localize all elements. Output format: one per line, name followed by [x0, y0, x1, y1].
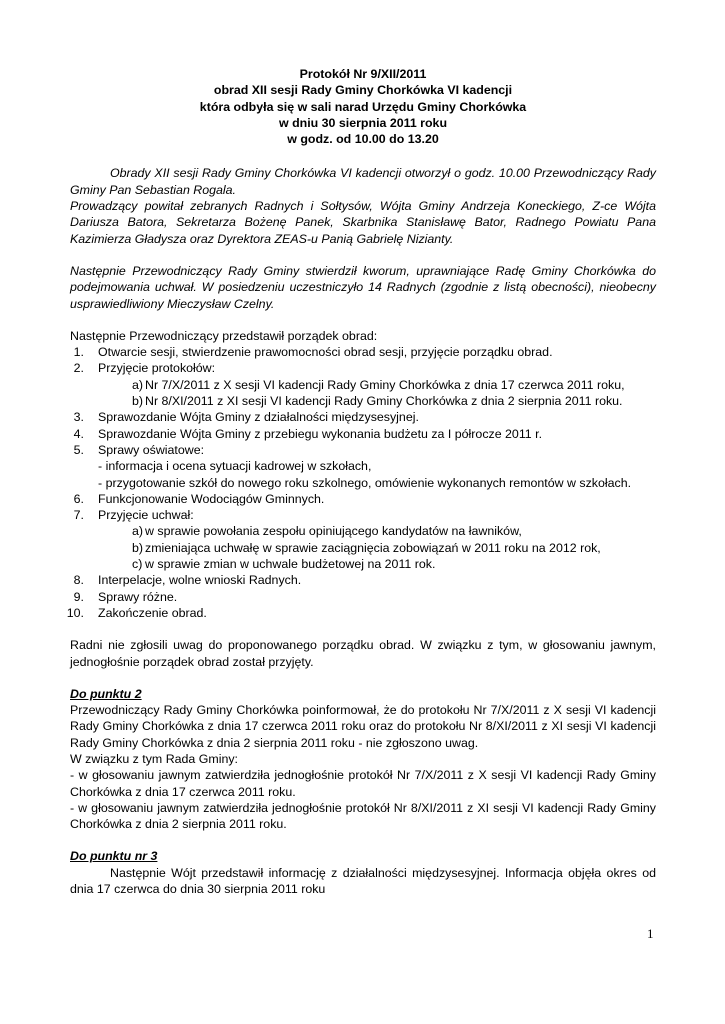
- protocol-title: Protokół Nr 9/XII/2011: [299, 67, 427, 81]
- agenda-item: 1. Otwarcie sesji, stwierdzenie prawomocności obrad sesji, przyjęcie porządku obrad.: [73, 345, 553, 360]
- agenda-list: [66, 344, 656, 621]
- agenda-intro: Następnie Przewodniczący przedstawił porządek obrad:: [70, 328, 378, 343]
- session-location: która odbyła się w sali narad Urzędu Gminy Chorkówka: [199, 99, 527, 114]
- point2-heading: Do punktu 2: [70, 686, 142, 701]
- agenda-item: 7. Przyjęcie uchwał:: [73, 508, 194, 523]
- intro-paragraph-greetings: Prowadzący powitał zebranych Radnych i Sołtysów, Wójta Gminy Andrzeja Koneckiego, Z-ce Wójta Dariusza Batora, Sekretarza Bożenę Panek, Skarbnika Stanisławę Bator, Radnego Powiatu Pana Kazimierza Gładysza oraz Dyrektora ZEAS-u Panią Gabrielę Nizianty.: [70, 199, 656, 246]
- point2-paragraph: - w głosowaniu jawnym zatwierdziła jednogłośnie protokół Nr 7/X/2011 z X sesji VI kadencji Rady Gminy Chorkówka z dnia 17 czerwca 2011 roku.: [70, 768, 656, 799]
- agenda-subitem-dash: - informacja i ocena sytuacji kadrowej w szkołach,: [98, 459, 372, 474]
- point2-paragraph: Przewodniczący Rady Gminy Chorkówka poinformował, że do protokołu Nr 7/X/2011 z X sesji VI kadencji Rady Gminy Chorkówka z dnia 17 czerwca 2011 roku oraz do protokołu Nr 8/XI/2011 z XI sesji VI kadencji Rady Gminy Chorkówka z dnia 2 sierpnia 2011 roku - nie zgłoszono uwag.: [70, 703, 656, 750]
- document-page: [66, 66, 656, 897]
- point3-heading: Do punktu nr 3: [70, 849, 158, 864]
- agenda-subitem: c) w sprawie zmian w uchwale budżetowej na 2011 rok.: [132, 557, 436, 572]
- agenda-subitem-dash: - przygotowanie szkół do nowego roku szkolnego, omówienie wykonanych remontów w szkołach.: [98, 475, 632, 490]
- intro-paragraph-quorum: Następnie Przewodniczący Rady Gminy stwierdził kworum, uprawniające Radę Gminy Chorkówka do podejmowania uchwał. W posiedzeniu uczestniczyło 14 Radnych (zgodnie z listą obecności), nieobecny usprawiedliwiony Mieczysław Czelny.: [70, 263, 656, 311]
- agenda-item: 5. Sprawy oświatowe:: [73, 442, 205, 457]
- agenda-item: 10. Zakończenie obrad.: [66, 605, 207, 620]
- point2-paragraph: W związku z tym Rada Gminy:: [70, 751, 238, 766]
- session-title: obrad XII sesji Rady Gminy Chorkówka VI kadencji: [213, 83, 513, 98]
- page-number: 1: [647, 926, 654, 941]
- point3-paragraph: Następnie Wójt przedstawił informację z działalności międzysesyjnej. Informacja objęła okres od dnia 17 czerwca do dnia 30 sierpnia 2011 roku: [70, 865, 656, 897]
- agenda-subitem: b) Nr 8/XI/2011 z XI sesji VI kadencji Rady Gminy Chorkówka z dnia 2 sierpnia 2011 roku.: [132, 394, 623, 409]
- point2-paragraph: - w głosowaniu jawnym zatwierdziła jednogłośnie protokół Nr 8/XI/2011 z XI sesji VI kadencji Rady Gminy Chorkówka z dnia 2 sierpnia 2011 roku.: [70, 800, 656, 832]
- document-header: [70, 66, 656, 147]
- intro-paragraph-opening: Obrady XII sesji Rady Gminy Chorkówka VI kadencji otworzył o godz. 10.00 Przewodniczący Rady Gminy Pan Sebastian Rogala.: [70, 166, 656, 197]
- agenda-subitem: a) w sprawie powołania zespołu opiniującego kandydatów na ławników,: [132, 524, 522, 539]
- agenda-item: 4. Sprawozdanie Wójta Gminy z przebiegu wykonania budżetu za I półrocze 2011 r.: [73, 426, 543, 441]
- agenda-subitem: b) zmieniająca uchwałę w sprawie zaciągnięcia zobowiązań w 2011 roku na 2012 rok,: [132, 540, 601, 555]
- agenda-item: 2. Przyjęcie protokołów:: [73, 361, 216, 376]
- agenda-subitem: a) Nr 7/X/2011 z X sesji VI kadencji Rady Gminy Chorkówka z dnia 17 czerwca 2011 roku,: [132, 377, 625, 392]
- session-hours: w godz. od 10.00 do 13.20: [287, 132, 439, 147]
- agenda-item: 8. Interpelacje, wolne wnioski Radnych.: [73, 573, 302, 588]
- agenda-item: 9. Sprawy różne.: [73, 589, 178, 604]
- agenda-outcome: Radni nie zgłosili uwag do proponowanego porządku obrad. W związku z tym, w głosowaniu jawnym, jednogłośnie porządek obrad został przyjęty.: [70, 638, 656, 669]
- agenda-item: 3. Sprawozdanie Wójta Gminy z działalności międzysesyjnej.: [73, 410, 419, 425]
- agenda-item: 6. Funkcjonowanie Wodociągów Gminnych.: [73, 491, 325, 506]
- session-date: w dniu 30 sierpnia 2011 roku: [278, 115, 448, 130]
